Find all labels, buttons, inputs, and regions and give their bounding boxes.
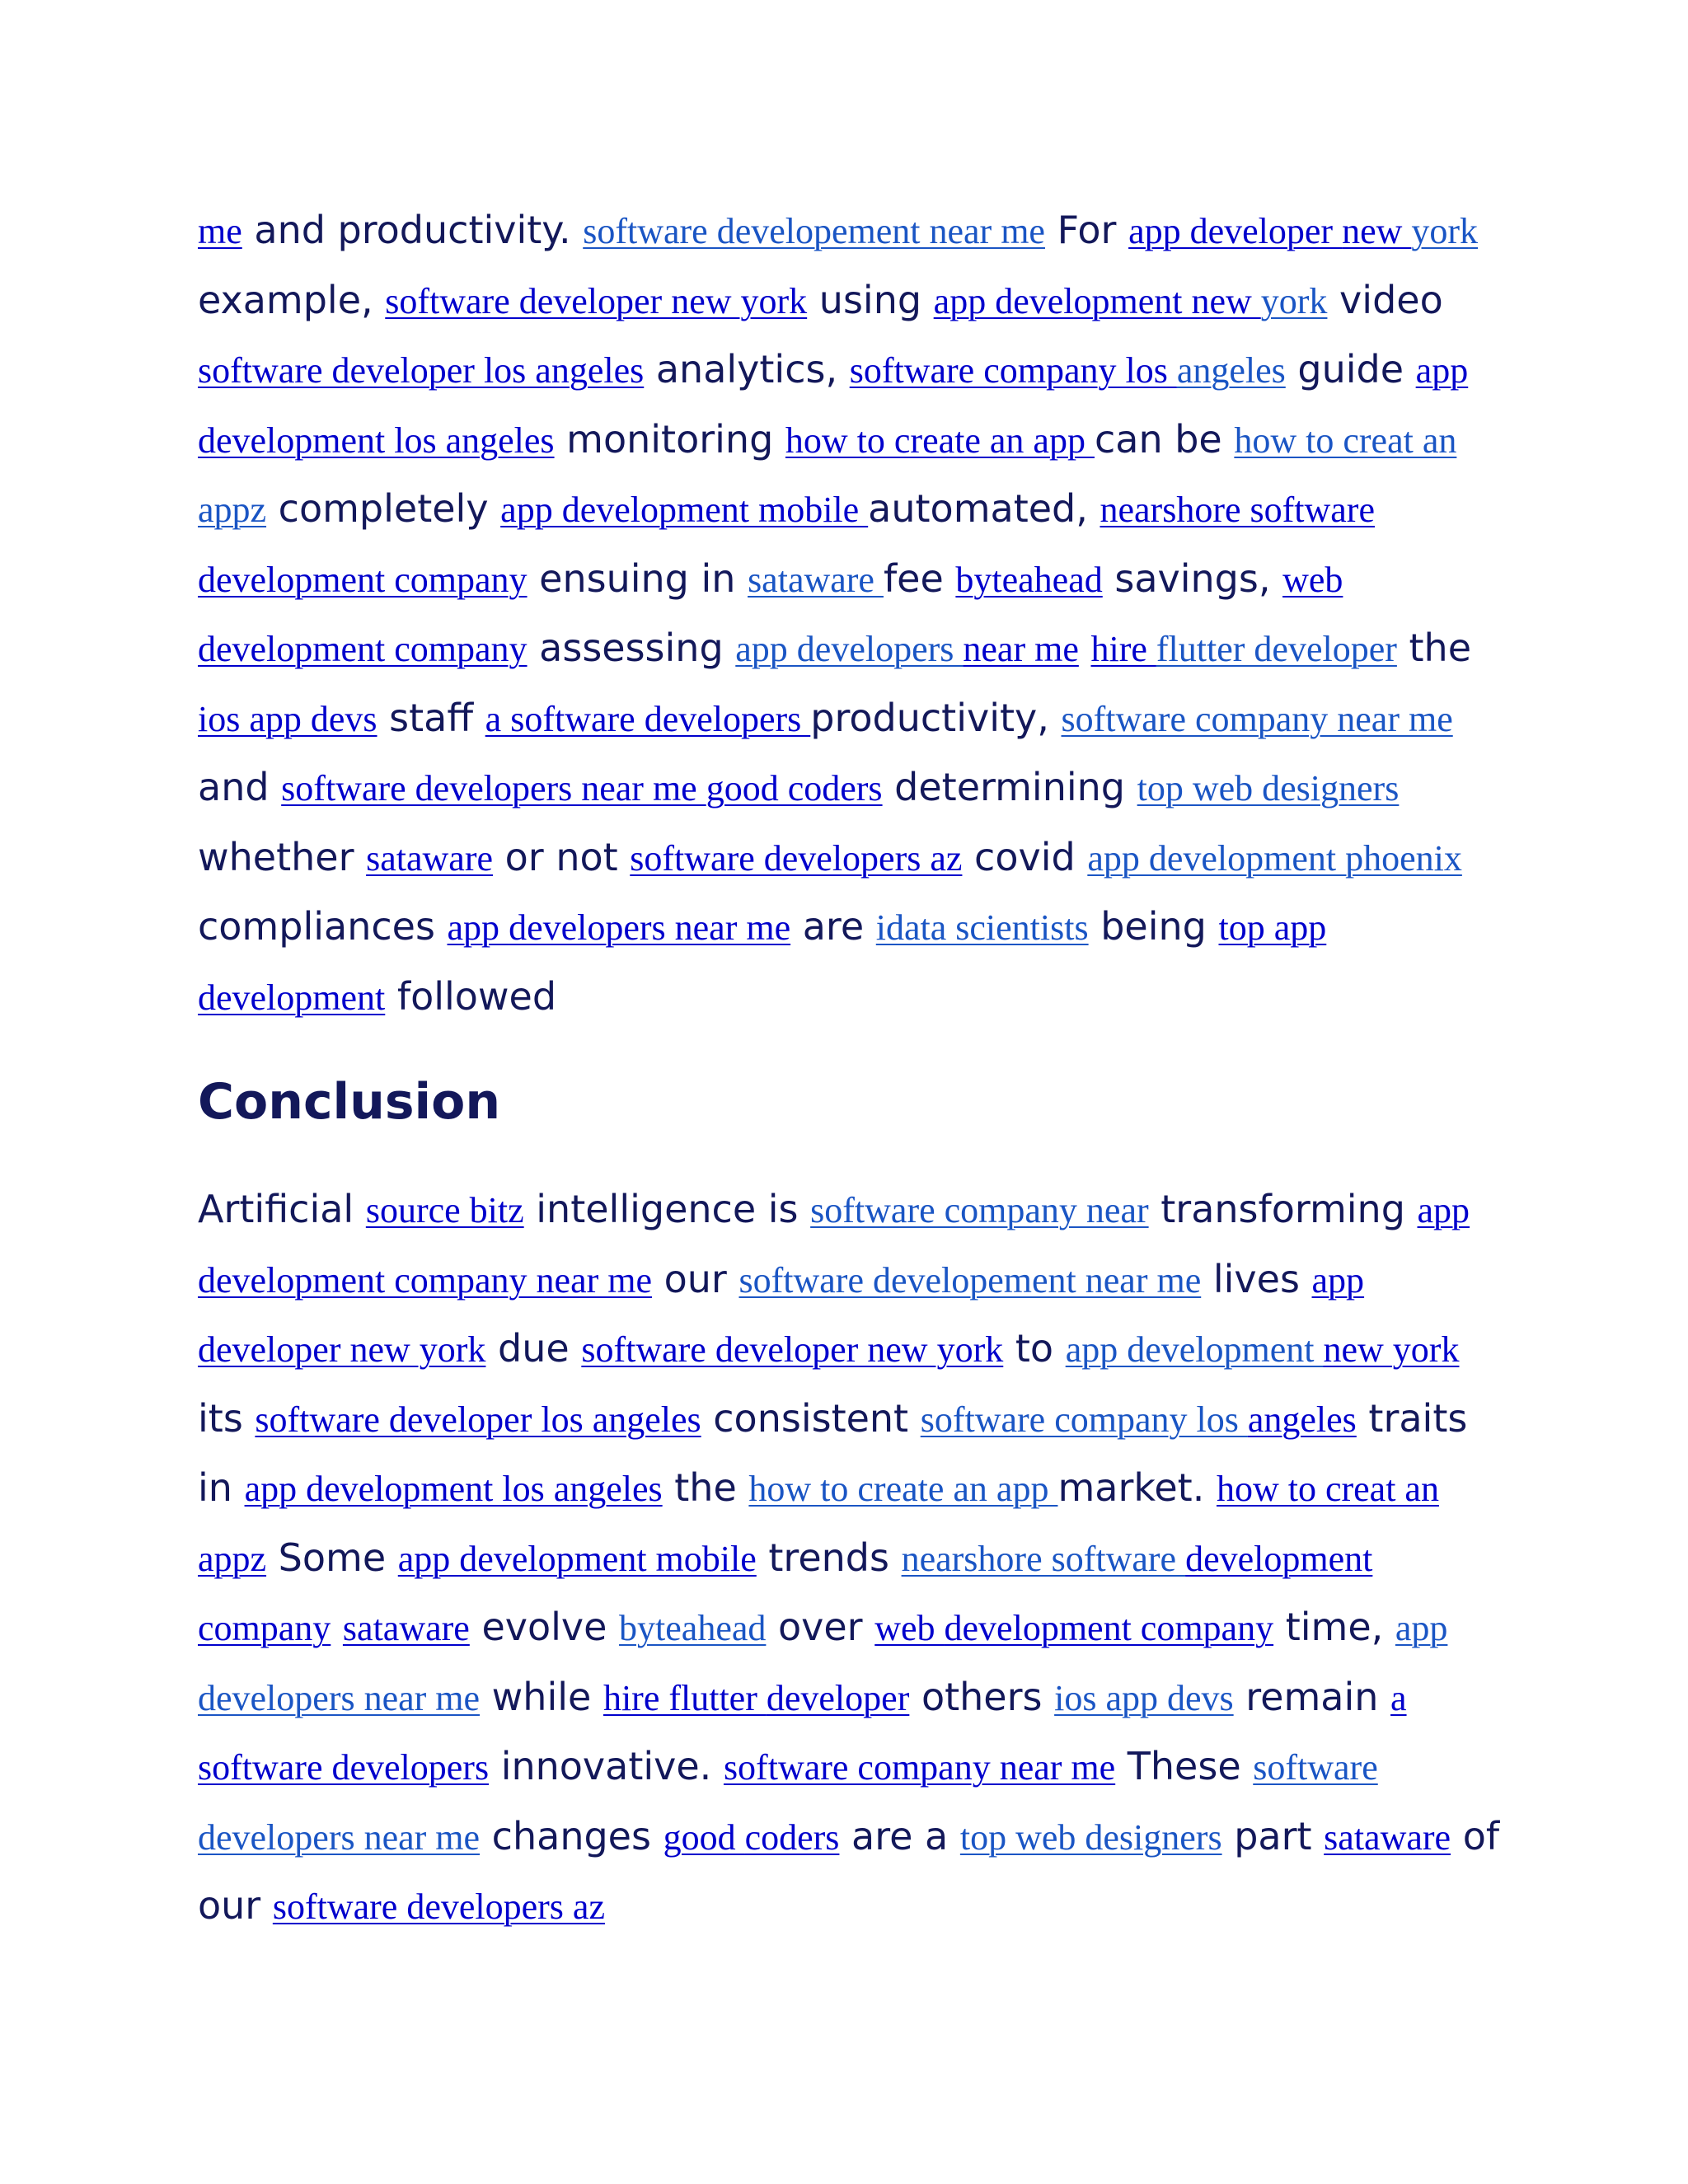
body-text: or not (493, 834, 631, 879)
inline-link[interactable]: software developer los angeles (255, 1399, 701, 1440)
inline-link[interactable]: app developer new york (198, 1259, 1365, 1370)
body-text: innovative. (489, 1744, 724, 1788)
inline-link[interactable]: software developers near me (198, 1747, 1378, 1858)
inline-link[interactable]: top app development (198, 907, 1327, 1018)
inline-link[interactable]: near me (963, 629, 1079, 669)
body-text: changes (480, 1813, 663, 1858)
inline-link[interactable]: sataware (366, 837, 494, 879)
body-text: using (807, 277, 934, 322)
body-text: productivity, (810, 695, 1062, 740)
inline-link[interactable]: new york (1323, 1329, 1460, 1370)
body-text: over (766, 1605, 875, 1649)
body-text: consistent (701, 1395, 921, 1441)
inline-link[interactable]: top web designers (1137, 768, 1400, 808)
inline-link[interactable]: app development new (933, 280, 1261, 321)
inline-link[interactable]: app developer (1128, 211, 1343, 251)
inline-link[interactable]: software company near (810, 1190, 1149, 1230)
body-text: are a (839, 1813, 960, 1858)
body-text: automated, (868, 486, 1100, 531)
body-text: evolve (469, 1605, 620, 1649)
body-text: followed (385, 973, 557, 1019)
inline-link[interactable]: software company los (920, 1399, 1248, 1440)
document-page (198, 196, 1500, 1942)
inline-link[interactable]: app development (1065, 1329, 1324, 1370)
inline-link[interactable]: development company (198, 1538, 1373, 1648)
body-text: assessing (527, 626, 736, 670)
inline-link[interactable]: app development mobile (500, 490, 869, 530)
body-text: fee (883, 555, 956, 601)
body-text: trends (756, 1535, 902, 1580)
body-text: are (790, 904, 876, 949)
inline-link[interactable]: how to create an app (785, 419, 1095, 461)
inline-link[interactable]: developer (766, 1677, 910, 1718)
inline-link[interactable]: coders (744, 1816, 840, 1858)
body-text: to (1003, 1326, 1066, 1371)
inline-link[interactable]: software developer new york (581, 1329, 1004, 1370)
inline-link[interactable]: new (1342, 211, 1412, 251)
inline-link[interactable]: app (447, 907, 509, 948)
body-text: savings, (1102, 555, 1283, 601)
inline-link[interactable]: app development phoenix (1087, 837, 1462, 879)
body-text: time, (1273, 1605, 1395, 1649)
body-text: compliances (198, 904, 448, 949)
body-text: guide (1285, 347, 1416, 391)
inline-link[interactable]: how to create an app (748, 1469, 1058, 1509)
section-heading: Conclusion (198, 1073, 501, 1131)
body-text: being (1088, 904, 1219, 949)
inline-link[interactable]: good (663, 1816, 745, 1858)
inline-link[interactable]: nearshore software development company (198, 490, 1375, 600)
body-text (331, 1605, 343, 1649)
inline-link[interactable]: software company near me (723, 1747, 1116, 1788)
body-text: video (1327, 277, 1443, 322)
inline-link[interactable]: angeles (1176, 350, 1286, 391)
body-text: the (662, 1465, 749, 1510)
inline-link[interactable]: ios app devs (198, 698, 377, 739)
inline-link[interactable]: hire (1090, 629, 1156, 669)
body-text: covid (962, 834, 1088, 879)
inline-link[interactable]: software developers az (630, 837, 963, 879)
inline-link[interactable]: software developers az (272, 1886, 605, 1927)
inline-link[interactable]: top web designers (959, 1816, 1222, 1858)
body-text: For (1044, 208, 1129, 252)
inline-link[interactable]: byteahead (955, 559, 1103, 600)
inline-link[interactable]: app development mobile (397, 1538, 757, 1579)
inline-link[interactable]: how to creat an appz (198, 419, 1457, 530)
inline-link[interactable]: sataware (1324, 1816, 1451, 1858)
inline-link[interactable]: byteahead (619, 1608, 767, 1648)
inline-link[interactable]: idata scientists (875, 907, 1089, 948)
body-text: whether (198, 834, 367, 879)
inline-link[interactable]: web (874, 1608, 945, 1648)
body-text: and (198, 765, 282, 809)
body-text: analytics, (644, 347, 850, 391)
inline-link[interactable]: nearshore software (901, 1538, 1186, 1579)
body-text: part (1221, 1813, 1325, 1858)
body-text: can be (1094, 416, 1235, 462)
body-text: while (480, 1674, 603, 1719)
inline-link[interactable]: software developer new york (385, 280, 808, 321)
body-paragraph (198, 196, 1500, 1032)
body-text: monitoring (554, 416, 785, 462)
body-text: Some (266, 1535, 398, 1580)
body-text: ensuing in (527, 555, 748, 601)
inline-link[interactable]: a software developers (198, 1677, 1407, 1788)
inline-link[interactable]: source bitz (365, 1190, 524, 1230)
inline-link[interactable]: app developers (735, 629, 964, 669)
inline-link[interactable]: sataware (342, 1608, 470, 1648)
inline-link[interactable]: me (198, 211, 242, 251)
inline-link[interactable]: app (1417, 1190, 1470, 1230)
inline-link[interactable]: york (1260, 280, 1328, 321)
conclusion-paragraph (198, 1175, 1500, 1942)
inline-link[interactable]: developers near me (509, 907, 791, 948)
inline-link[interactable]: software developer los angeles (198, 350, 645, 391)
body-text: remain (1233, 1674, 1391, 1719)
body-text: its (198, 1395, 256, 1441)
inline-link[interactable]: software developement near me (738, 1259, 1202, 1301)
body-text: due (485, 1326, 582, 1371)
body-text: market. (1057, 1465, 1217, 1510)
inline-link[interactable]: sataware (748, 559, 884, 600)
inline-link[interactable]: a software developers (485, 698, 811, 739)
body-text: These (1115, 1744, 1254, 1788)
inline-link[interactable]: app developers near me (198, 1608, 1448, 1718)
body-text: staff (377, 695, 485, 740)
inline-link[interactable]: software company los (849, 350, 1177, 391)
inline-link[interactable]: flutter developer (1156, 629, 1397, 669)
inline-link[interactable]: software developement near me (583, 211, 1045, 251)
inline-link[interactable]: good coders (706, 768, 883, 808)
body-text: our (652, 1256, 739, 1301)
inline-link[interactable]: hire flutter (603, 1677, 767, 1718)
inline-link[interactable]: york (1411, 211, 1479, 251)
inline-link[interactable]: ios app devs (1054, 1677, 1234, 1718)
body-text: completely (266, 486, 501, 531)
body-text: transforming (1148, 1187, 1418, 1231)
body-text (1079, 626, 1091, 670)
inline-link[interactable]: development company near me (198, 1259, 653, 1301)
inline-link[interactable]: angeles (1247, 1399, 1357, 1440)
inline-link[interactable]: development company (944, 1608, 1274, 1648)
body-text: others (909, 1674, 1055, 1719)
body-text: lives (1201, 1256, 1312, 1301)
inline-link[interactable]: how to creat an appz (198, 1469, 1439, 1579)
body-text: intelligence is (523, 1187, 811, 1231)
inline-link[interactable]: software company near me (1061, 698, 1453, 739)
body-text: and productivity. (241, 208, 584, 252)
body-text: determining (882, 765, 1137, 809)
body-text: the (1396, 626, 1472, 670)
body-text: Artificial (198, 1187, 366, 1231)
body-text: traits in (198, 1395, 1468, 1510)
inline-link[interactable]: web development company (198, 559, 1343, 669)
body-text: of our (198, 1813, 1500, 1928)
body-text: example, (198, 277, 386, 322)
inline-link[interactable]: app development los angeles (244, 1469, 663, 1509)
inline-link[interactable]: software developers near me (281, 768, 706, 808)
inline-link[interactable]: app development los angeles (198, 350, 1469, 461)
